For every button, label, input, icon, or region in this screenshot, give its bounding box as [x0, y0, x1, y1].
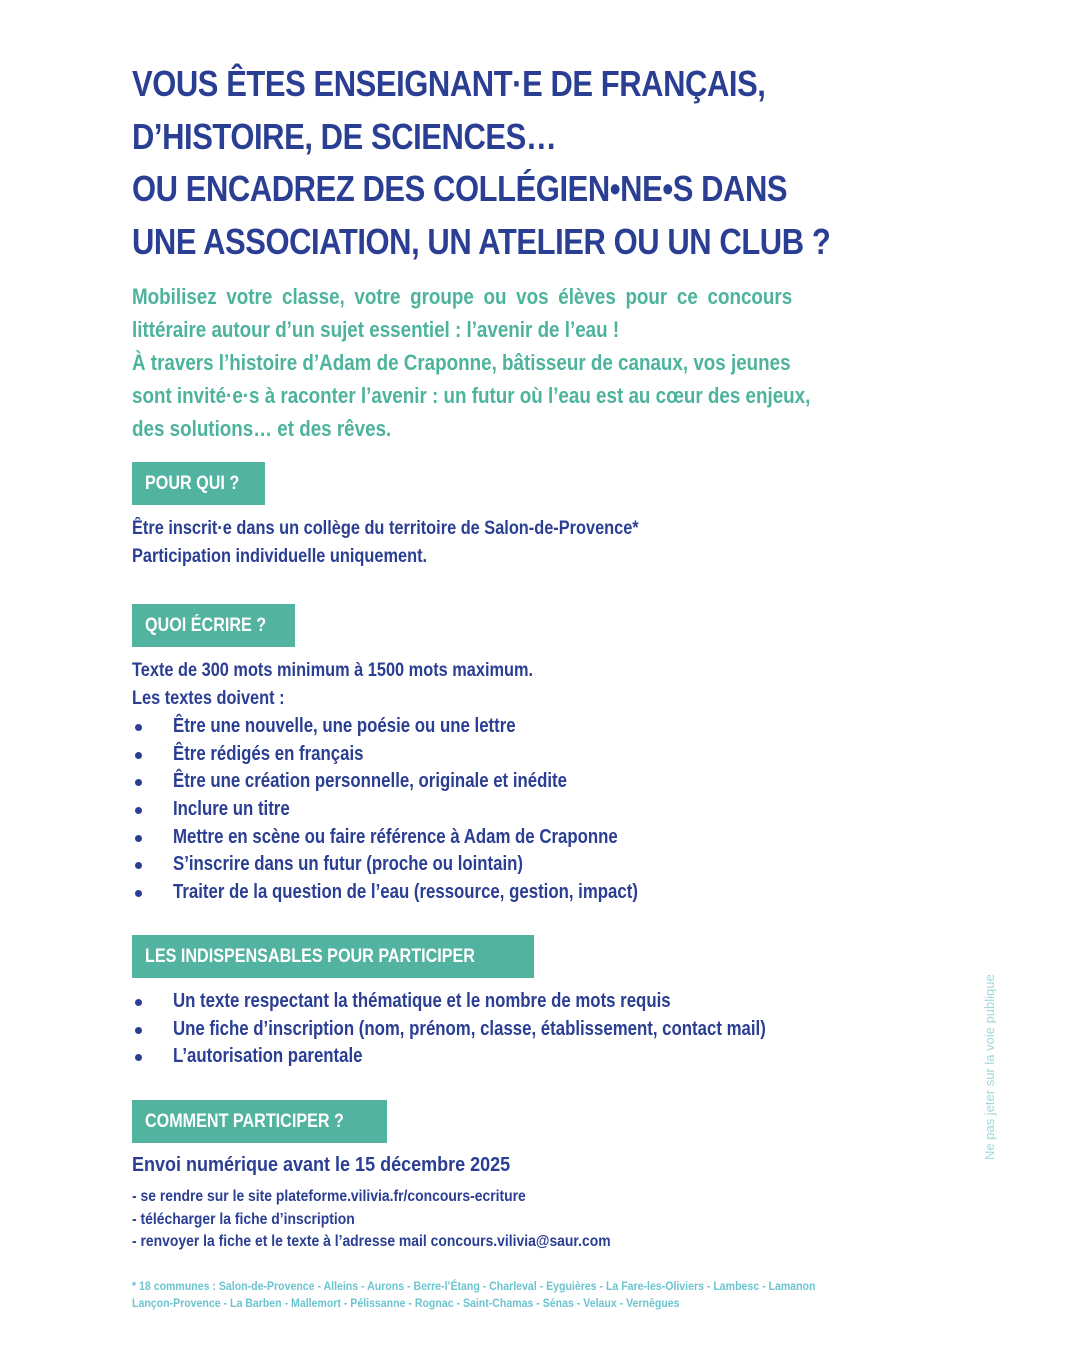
- bullet-icon: [135, 999, 142, 1006]
- list-item-text: Être une création personnelle, originale et inédite: [173, 770, 567, 793]
- pour-qui-line: Être inscrit·e dans un collège du territoire de Salon-de-Provence*: [132, 518, 639, 539]
- section-label-pour-qui: [132, 462, 265, 505]
- footnote-line: Lançon-Provence - La Barben - Mallemort - Pélissanne - Rognac - Saint-Chamas - Sénas - Velaux - Vernègues: [132, 1296, 680, 1310]
- bullet-icon: [135, 1027, 142, 1034]
- title-line: UNE ASSOCIATION, UN ATELIER OU UN CLUB ?: [132, 220, 831, 262]
- bullet-icon: [135, 835, 142, 842]
- intro-line: Mobilisez votre classe, votre groupe ou vos élèves pour ce concours: [132, 284, 793, 309]
- bullet-icon: [135, 890, 142, 897]
- title-line: D’HISTOIRE, DE SCIENCES…: [132, 115, 557, 157]
- list-item-text: Traiter de la question de l’eau (ressource, gestion, impact): [173, 881, 638, 904]
- list-item-text: Un texte respectant la thématique et le nombre de mots requis: [173, 990, 671, 1012]
- section-label-text: COMMENT PARTICIPER ?: [145, 1110, 344, 1132]
- deadline-text: Envoi numérique avant le 15 décembre 2025: [132, 1154, 511, 1176]
- bullet-icon: [135, 807, 142, 814]
- section-label-text: POUR QUI ?: [145, 472, 240, 494]
- footnote: [132, 1278, 909, 1312]
- section-label-text: LES INDISPENSABLES POUR PARTICIPER: [145, 945, 475, 967]
- step-line: - se rendre sur le site plateforme.vilivia.fr/concours-ecriture: [132, 1188, 526, 1205]
- intro-line: sont invité·e·s à raconter l’avenir : un futur où l’eau est au cœur des enjeux,: [132, 383, 811, 408]
- flyer-page: [132, 58, 952, 1310]
- step-line: - télécharger la fiche d’inscription: [132, 1210, 355, 1228]
- footnote-line: * 18 communes : Salon-de-Provence - Alleins - Aurons - Berre-l’Étang - Charleval - Eyguières - La Fare-les-Oliviers - Lambesc - Lamanon: [132, 1279, 816, 1293]
- intro-line: littéraire autour d’un sujet essentiel : l’avenir de l’eau !: [132, 317, 620, 342]
- list-item-text: Une fiche d’inscription (nom, prénom, classe, établissement, contact mail): [173, 1017, 766, 1040]
- bullet-icon: [135, 1054, 142, 1061]
- list-item-text: Mettre en scène ou faire référence à Adam de Craponne: [173, 825, 618, 848]
- section-label-quoi-ecrire: [132, 604, 295, 647]
- bullet-icon: [135, 779, 142, 786]
- page-title: [132, 58, 958, 268]
- list-item-text: Être rédigés en français: [173, 742, 364, 765]
- quoi-ecrire-line: Texte de 300 mots minimum à 1500 mots maximum.: [132, 660, 534, 681]
- intro-line: À travers l’histoire d’Adam de Craponne, bâtisseur de canaux, vos jeunes: [132, 350, 791, 375]
- intro-line: des solutions… et des rêves.: [132, 416, 392, 441]
- bullet-icon: [135, 862, 142, 869]
- bullet-icon: [135, 752, 142, 759]
- side-note: Ne pas jeter sur la voie publique: [982, 974, 997, 1160]
- title-line: OU ENCADREZ DES COLLÉGIEN•NE•S DANS: [132, 168, 788, 209]
- section-label-comment-participer: [132, 1100, 387, 1143]
- quoi-ecrire-text: [132, 657, 598, 713]
- list-item-text: Inclure un titre: [173, 798, 290, 821]
- participation-steps: [132, 1186, 682, 1254]
- list-item-text: L’autorisation parentale: [173, 1045, 363, 1068]
- list-item-text: Être une nouvelle, une poésie ou une lettre: [173, 715, 516, 737]
- section-label-text: QUOI ÉCRIRE ?: [145, 614, 267, 636]
- title-line: VOUS ÊTES ENSEIGNANT·E DE FRANÇAIS,: [132, 63, 766, 104]
- quoi-ecrire-line: Les textes doivent :: [132, 688, 285, 709]
- step-line: - renvoyer la fiche et le texte à l’adresse mail concours.vilivia@saur.com: [132, 1233, 611, 1250]
- section-label-indispensables: [132, 935, 534, 978]
- list-item-text: S’inscrire dans un futur (proche ou lointain): [173, 853, 524, 876]
- intro-paragraph: [132, 280, 953, 445]
- bullet-icon: [135, 724, 142, 731]
- pour-qui-line: Participation individuelle uniquement.: [132, 546, 428, 567]
- pour-qui-text: [132, 515, 721, 571]
